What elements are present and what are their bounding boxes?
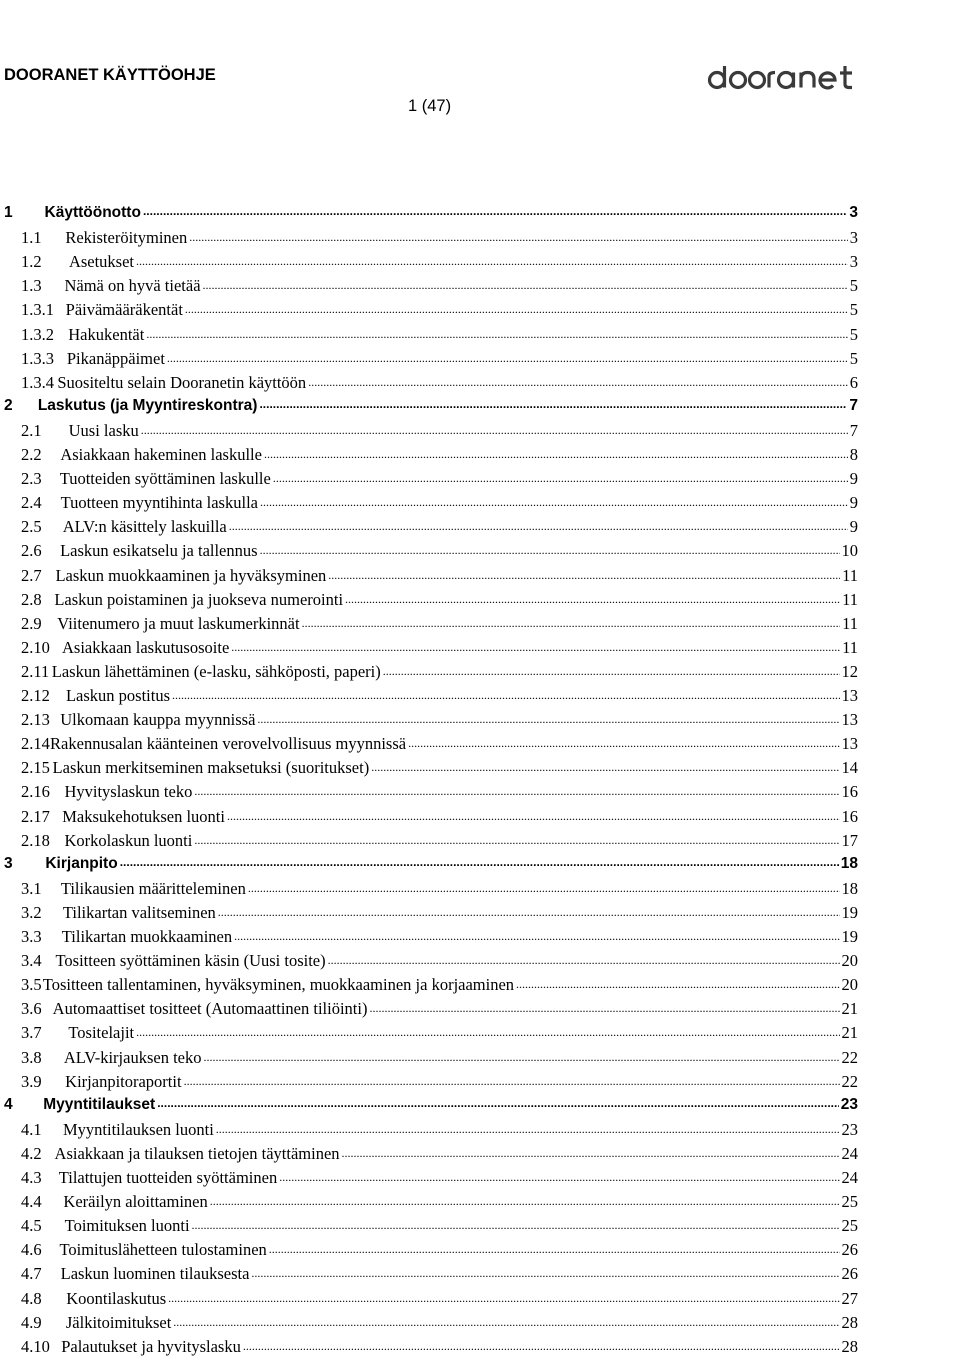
toc-entry-label: Tositteen syöttäminen käsin (Uusi tosite) [55,951,326,971]
toc-entry-number: 1 [4,204,13,221]
toc-entry-page: 28 [841,1312,858,1332]
toc-entry-number: 3.7 [21,1023,42,1043]
toc-entry-number: 4.4 [21,1192,42,1212]
toc-entry-label: Myyntitilaukset [43,1095,156,1113]
toc-entry[interactable] [0,1048,858,1072]
toc-entry-number: 2.15 [21,758,50,778]
toc-entry-page: 13 [841,686,858,705]
toc-dot-leader [279,1170,839,1185]
toc-dot-leader [173,1315,839,1330]
toc-dot-leader [157,1096,839,1110]
toc-entry-number: 1.2 [21,252,42,272]
toc-entry-label: Jälkitoimitukset [65,1312,172,1332]
toc-entry[interactable] [0,252,858,276]
toc-entry[interactable] [0,1240,858,1264]
toc-entry-label: Myyntitilauksen luonti [63,1119,214,1139]
toc-entry[interactable] [0,1096,858,1120]
toc-entry-label: Käyttöönotto [44,204,141,221]
toc-dot-leader [248,881,840,896]
toc-entry-number: 2.3 [21,469,42,489]
toc-entry-page: 5 [849,300,858,320]
toc-entry-label: Uusi lasku [68,420,139,440]
toc-entry-number: 2.11 [21,661,50,681]
toc-dot-leader [328,953,840,968]
toc-dot-leader [210,1194,840,1209]
toc-dot-leader [264,447,848,462]
page-indicator: 1 (47) [408,97,452,115]
toc-entry-number: 1.3.2 [21,324,54,344]
toc-entry-label: Tilattujen tuotteiden syöttäminen [58,1168,278,1187]
toc-entry-label: Tuotteiden syöttäminen laskulle [59,469,271,489]
toc-dot-leader [369,1001,839,1016]
toc-dot-leader [257,712,839,727]
toc-entry[interactable] [0,325,858,349]
toc-entry-page: 18 [841,878,858,898]
toc-entry[interactable] [0,782,858,806]
toc-dot-leader [143,204,847,218]
toc-entry-number: 1.3.1 [21,300,54,320]
document-title: DOORANET KÄYTTÖOHJE [4,66,216,84]
toc-entry-label: Laskun postitus [65,686,170,705]
toc-dot-leader [194,784,839,799]
toc-entry-label: Palautukset ja hyvityslasku [61,1336,241,1356]
toc-dot-leader [229,519,848,534]
toc-entry-label: Laskutus (ja Myyntireskontra) [37,396,258,414]
toc-entry-number: 2.1 [21,420,42,440]
toc-entry-label: Rakennusalan käänteinen verovelvollisuus myynnissä [50,734,407,754]
toc-entry[interactable] [0,590,858,614]
toc-dot-leader [231,640,840,655]
toc-entry-page: 25 [841,1192,858,1212]
toc-entry-number: 4.9 [21,1312,42,1332]
dooranet-logo [706,62,861,92]
toc-entry-label: Ulkomaan kauppa myynnissä [60,710,256,730]
toc-dot-leader [243,1339,840,1354]
toc-entry-page: 22 [841,1047,858,1067]
toc-entry[interactable] [0,566,858,590]
toc-entry[interactable] [0,1264,858,1288]
toc-dot-leader [218,905,840,920]
toc-dot-leader [120,855,839,869]
toc-entry-label: Tuotteen myyntihinta laskulla [60,493,258,513]
toc-entry-page: 22 [841,1071,858,1091]
toc-dot-leader [345,592,840,607]
toc-dot-leader [308,375,848,390]
toc-entry-label: Korkolaskun luonti [64,830,193,850]
toc-entry-page: 23 [840,1095,858,1113]
toc-entry[interactable] [0,1337,858,1361]
toc-entry-label: Asiakkaan ja tilauksen tietojen täyttäminen [54,1143,340,1163]
toc-entry-label: ALV:n käsittely laskuilla [62,517,227,537]
toc-entry-label: Laskun poistaminen ja juokseva numerointi [54,589,344,609]
toc-entry-label: Laskun luominen tilauksesta [60,1264,250,1284]
toc-dot-leader [408,736,839,751]
toc-entry-page: 11 [842,613,858,633]
toc-entry[interactable] [0,421,858,445]
toc-dot-leader [328,568,840,583]
toc-entry-number: 3.5 [21,975,42,995]
toc-entry-number: 4.2 [21,1143,42,1163]
dooranet-logo-mark [706,62,861,92]
toc-entry-number: 4.5 [21,1216,42,1236]
toc-entry-label: Hyvityslaskun teko [64,782,193,802]
toc-entry-label: Tilikartan muokkaaminen [61,927,233,946]
toc-entry-label: Laskun merkitseminen maksetuksi (suoritukset) [52,758,370,778]
toc-entry-label: Tilikartan valitseminen [62,902,216,922]
toc-entry[interactable] [0,300,858,324]
toc-entry-page: 3 [849,228,858,248]
toc-dot-leader [383,664,840,679]
toc-entry-label: Automaattiset tositteet (Automaattinen tiliöinti) [52,999,368,1019]
toc-entry-number: 3.1 [21,878,42,898]
toc-entry-label: Päivämääräkentät [65,300,183,320]
toc-entry-number: 4 [4,1095,13,1113]
toc-entry[interactable] [0,879,858,903]
toc-entry-number: 2.18 [21,830,50,850]
toc-entry-number: 2.10 [21,637,50,657]
toc-entry[interactable] [0,951,858,975]
toc-dot-leader [167,351,848,366]
toc-entry[interactable] [0,469,858,493]
toc-dot-leader [136,1025,839,1040]
toc-entry-number: 1.3.3 [21,348,54,368]
toc-entry-number: 1.3.4 [21,372,54,392]
toc-dot-leader [168,1291,839,1306]
toc-dot-leader [371,760,839,775]
toc-entry-page: 11 [842,565,858,585]
toc-entry[interactable] [0,1216,858,1240]
toc-entry[interactable] [0,204,858,228]
toc-entry-label: Asetukset [68,252,135,272]
toc-dot-leader [273,471,848,486]
toc-entry-page: 21 [841,999,858,1019]
toc-entry[interactable] [0,807,858,831]
toc-entry-number: 2.7 [21,565,42,585]
toc-entry-number: 2.13 [21,710,50,730]
toc-entry-label: Rekisteröityminen [65,228,188,248]
toc-dot-leader [172,688,840,703]
toc-dot-leader [302,616,841,631]
toc-entry-number: 2.2 [21,445,42,464]
toc-entry-page: 19 [841,927,858,946]
toc-entry-page: 26 [841,1264,858,1284]
toc-dot-leader [216,1122,840,1137]
toc-entry[interactable] [0,276,858,300]
toc-entry-page: 5 [849,348,858,368]
toc-dot-leader [234,929,839,944]
toc-entry-number: 4.6 [21,1240,42,1260]
toc-entry[interactable] [0,1289,858,1313]
toc-entry-number: 4.7 [21,1264,42,1284]
toc-entry[interactable] [0,855,858,879]
toc-entry-number: 2.17 [21,806,50,826]
toc-dot-leader [185,302,848,317]
toc-entry-page: 21 [841,1023,858,1043]
toc-entry-page: 25 [841,1216,858,1236]
toc-entry[interactable] [0,903,858,927]
toc-entry-number: 2.14 [21,734,50,754]
toc-entry-label: Kirjanpitoraportit [65,1071,182,1091]
toc-entry-page: 3 [849,204,858,221]
toc-entry-label: Tositteen tallentaminen, hyväksyminen, muokkaaminen ja korjaaminen [42,975,515,995]
toc-entry-label: Maksukehotuksen luonti [62,806,225,826]
toc-entry[interactable] [0,228,858,252]
toc-dot-leader [259,397,847,411]
toc-entry-page: 11 [842,589,858,609]
toc-entry-label: ALV-kirjauksen teko [63,1047,202,1067]
toc-entry-page: 13 [841,734,858,754]
toc-dot-leader [269,1242,840,1257]
toc-entry[interactable] [0,1023,858,1047]
toc-entry-page: 9 [849,469,858,489]
toc-entry[interactable] [0,1313,858,1337]
toc-entry-number: 2.12 [21,686,50,705]
toc-entry[interactable] [0,349,858,373]
toc-entry-page: 7 [849,396,858,414]
toc-entry-page: 8 [849,445,858,464]
toc-entry[interactable] [0,493,858,517]
toc-entry-page: 6 [849,372,858,392]
toc-entry-page: 16 [841,782,858,802]
toc-entry-label: Hakukentät [68,324,145,344]
toc-entry-page: 5 [849,276,858,296]
toc-entry-page: 27 [841,1288,858,1308]
toc-entry-page: 14 [841,758,858,778]
toc-entry-page: 20 [841,975,858,995]
toc-entry-number: 1.1 [21,228,42,248]
toc-entry[interactable] [0,999,858,1023]
toc-dot-leader [203,1050,839,1065]
toc-dot-leader [184,1074,840,1089]
toc-entry-number: 3.9 [21,1071,42,1091]
toc-entry-number: 2.4 [21,493,42,513]
toc-entry-number: 2.9 [21,613,42,633]
toc-entry-number: 3.8 [21,1047,42,1067]
toc-entry[interactable] [0,614,858,638]
toc-entry-label: Tositelajit [68,1023,135,1043]
toc-entry-label: Keräilyn aloittaminen [63,1192,208,1212]
toc-entry[interactable] [0,1072,858,1096]
toc-entry-page: 17 [841,830,858,850]
toc-dot-leader [141,423,848,438]
toc-entry[interactable] [0,758,858,782]
toc-entry[interactable] [0,710,858,734]
toc-entry[interactable] [0,1120,858,1144]
toc-entry[interactable] [0,734,858,758]
toc-entry[interactable] [0,1144,858,1168]
toc-entry[interactable] [0,927,858,951]
toc-entry-label: Laskun muokkaaminen ja hyväksyminen [55,565,327,585]
toc-entry[interactable] [0,831,858,855]
toc-entry-number: 3.3 [21,927,42,946]
toc-entry-number: 2.5 [21,517,42,537]
toc-entry-label: Kirjanpito [45,854,118,872]
toc-entry[interactable] [0,373,858,397]
toc-entry[interactable] [0,1168,858,1192]
toc-entry[interactable] [0,975,858,999]
toc-entry-page: 20 [841,951,858,971]
toc-entry-label: Asiakkaan laskutusosoite [62,637,230,657]
toc-entry-number: 3.6 [21,999,42,1019]
toc-entry-label: Pikanäppäimet [66,348,165,368]
toc-entry[interactable] [0,541,858,565]
toc-entry-number: 3 [4,854,13,872]
toc-dot-leader [342,1146,840,1161]
toc-dot-leader [251,1266,839,1281]
toc-dot-leader [189,230,848,245]
toc-entry-number: 2.16 [21,782,50,802]
toc-entry[interactable] [0,397,858,421]
toc-entry-label: Asiakkaan hakeminen laskulle [60,445,262,464]
toc-entry[interactable] [0,445,858,469]
toc-entry-page: 7 [849,420,858,440]
toc-entry-number: 2.8 [21,589,42,609]
toc-entry-label: Viitenumero ja muut laskumerkinnät [57,613,300,633]
toc-entry-page: 12 [841,661,858,681]
toc-dot-leader [260,543,840,558]
toc-entry-label: Koontilaskutus [66,1288,167,1308]
toc-dot-leader [192,1218,840,1233]
toc-entry-label: Toimituksen luonti [64,1216,190,1236]
toc-entry-label: Laskun esikatselu ja tallennus [60,541,258,561]
toc-entry-number: 4.1 [21,1119,42,1139]
toc-entry-page: 9 [849,493,858,513]
toc-entry-number: 1.3 [21,276,42,296]
toc-entry-page: 18 [840,854,858,872]
toc-dot-leader [516,977,839,992]
toc-entry-number: 3.2 [21,902,42,922]
toc-entry-page: 28 [841,1336,858,1356]
toc-entry[interactable] [0,662,858,686]
toc-entry-page: 3 [849,252,858,272]
toc-entry-page: 23 [841,1119,858,1139]
toc-dot-leader [194,833,839,848]
toc-entry-number: 4.8 [21,1288,42,1308]
toc-entry-page: 10 [841,541,858,561]
toc-entry-label: Laskun lähettäminen (e-lasku, sähköposti, paperi) [51,661,381,681]
toc-entry-number: 4.3 [21,1168,42,1187]
toc-entry[interactable] [0,638,858,662]
toc-entry-label: Tilikausien määritteleminen [60,878,246,898]
toc-entry[interactable] [0,1192,858,1216]
toc-entry-page: 26 [841,1240,858,1260]
toc-dot-leader [146,327,847,342]
toc-entry-page: 24 [841,1168,858,1187]
toc-entry-label: Suositeltu selain Dooranetin käyttöön [57,372,307,392]
toc-entry-label: Toimituslähetteen tulostaminen [59,1240,267,1260]
toc-entry-page: 24 [841,1143,858,1163]
toc-entry-page: 5 [849,324,858,344]
toc-entry-page: 16 [841,806,858,826]
toc-entry-page: 19 [841,902,858,922]
toc-entry-label: Nämä on hyvä tietää [64,276,201,296]
toc-entry-number: 3.4 [21,951,42,971]
toc-entry-number: 4.10 [21,1336,50,1356]
toc-entry-number: 2.6 [21,541,42,561]
toc-entry[interactable] [0,686,858,710]
toc-dot-leader [136,254,848,269]
toc-entry-page: 9 [849,517,858,537]
toc-entry-page: 11 [842,637,858,657]
toc-dot-leader [203,278,848,293]
toc-entry-page: 13 [841,710,858,730]
toc-entry-number: 2 [4,396,13,414]
toc-dot-leader [227,809,840,824]
toc-entry[interactable] [0,517,858,541]
toc-dot-leader [260,495,848,510]
